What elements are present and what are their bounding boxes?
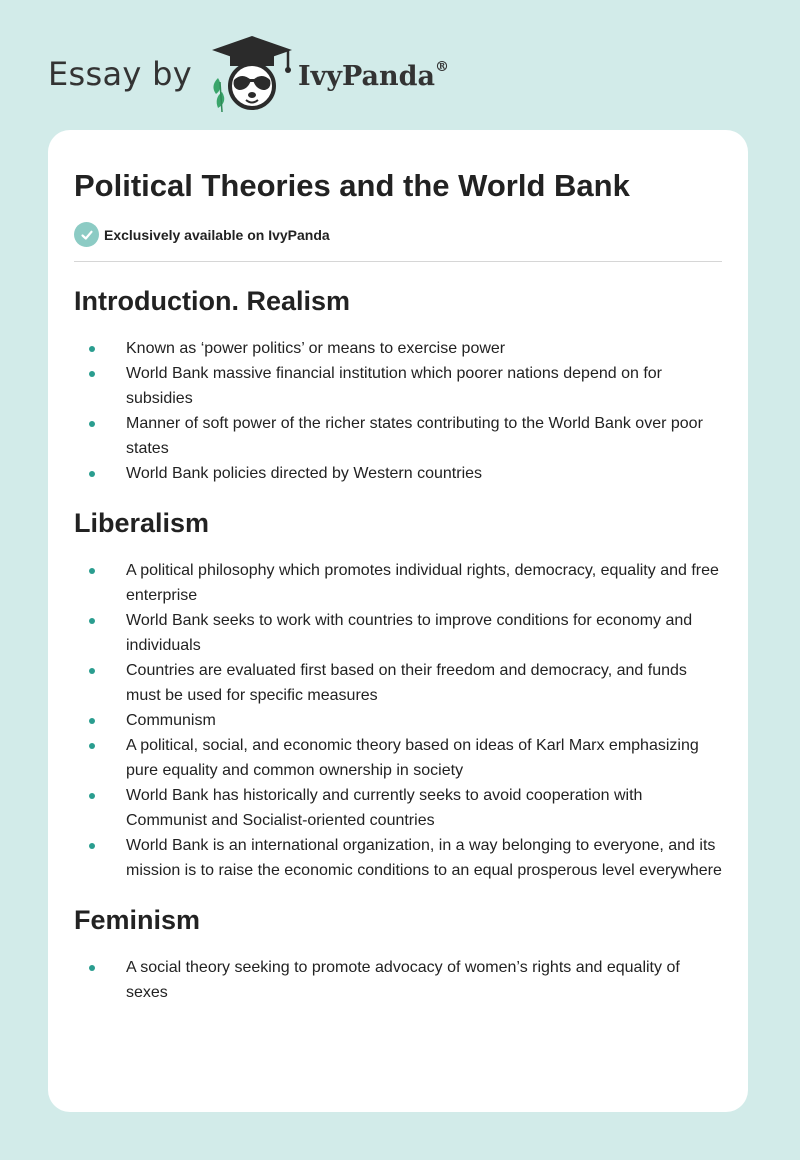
bullet-list <box>74 955 722 1005</box>
brand-name[interactable]: IvyPanda® <box>297 58 450 92</box>
check-circle-icon <box>74 222 99 247</box>
brand-prefix: Essay by <box>48 55 192 93</box>
list-item: A social theory seeking to promote advocacy of women’s rights and equality of sexes <box>74 955 722 1005</box>
list-item: World Bank seeks to work with countries to improve conditions for economy and individuals <box>74 608 722 658</box>
list-item: Communism <box>74 708 722 733</box>
list-item: World Bank has historically and currently seeks to avoid cooperation with Communist and Socialist-oriented countries <box>74 783 722 833</box>
list-item: World Bank policies directed by Western countries <box>74 461 722 486</box>
essay-card <box>48 130 748 1112</box>
exclusive-label: Exclusively available on IvyPanda <box>104 226 330 243</box>
list-item: World Bank massive financial institution which poorer nations depend on for subsidies <box>74 361 722 411</box>
section-feminism <box>74 903 722 1005</box>
list-item: A political philosophy which promotes individual rights, democracy, equality and free enterprise <box>74 558 722 608</box>
page-title: Political Theories and the World Bank <box>74 168 630 203</box>
section-heading: Feminism <box>74 905 201 935</box>
list-item: Countries are evaluated first based on their freedom and democracy, and funds must be used for specific measures <box>74 658 722 708</box>
section-heading: Introduction. Realism <box>74 286 351 316</box>
panda-graduation-cap-icon[interactable] <box>206 34 298 114</box>
list-item: Manner of soft power of the richer states contributing to the World Bank over poor states <box>74 411 722 461</box>
section-liberalism <box>74 506 722 883</box>
divider <box>74 261 722 262</box>
section-realism <box>74 284 722 486</box>
list-item: A political, social, and economic theory based on ideas of Karl Marx emphasizing pure equality and common ownership in society <box>74 733 722 783</box>
list-item: Known as ‘power politics’ or means to exercise power <box>74 336 722 361</box>
bullet-list <box>74 558 722 883</box>
section-heading: Liberalism <box>74 508 210 538</box>
exclusive-badge <box>74 222 722 247</box>
brand-header <box>48 34 449 114</box>
list-item: World Bank is an international organization, in a way belonging to everyone, and its mission is to raise the economic conditions to an equal prosperous level everywhere <box>74 833 722 883</box>
bullet-list <box>74 336 722 486</box>
registered-mark: ® <box>435 58 450 75</box>
